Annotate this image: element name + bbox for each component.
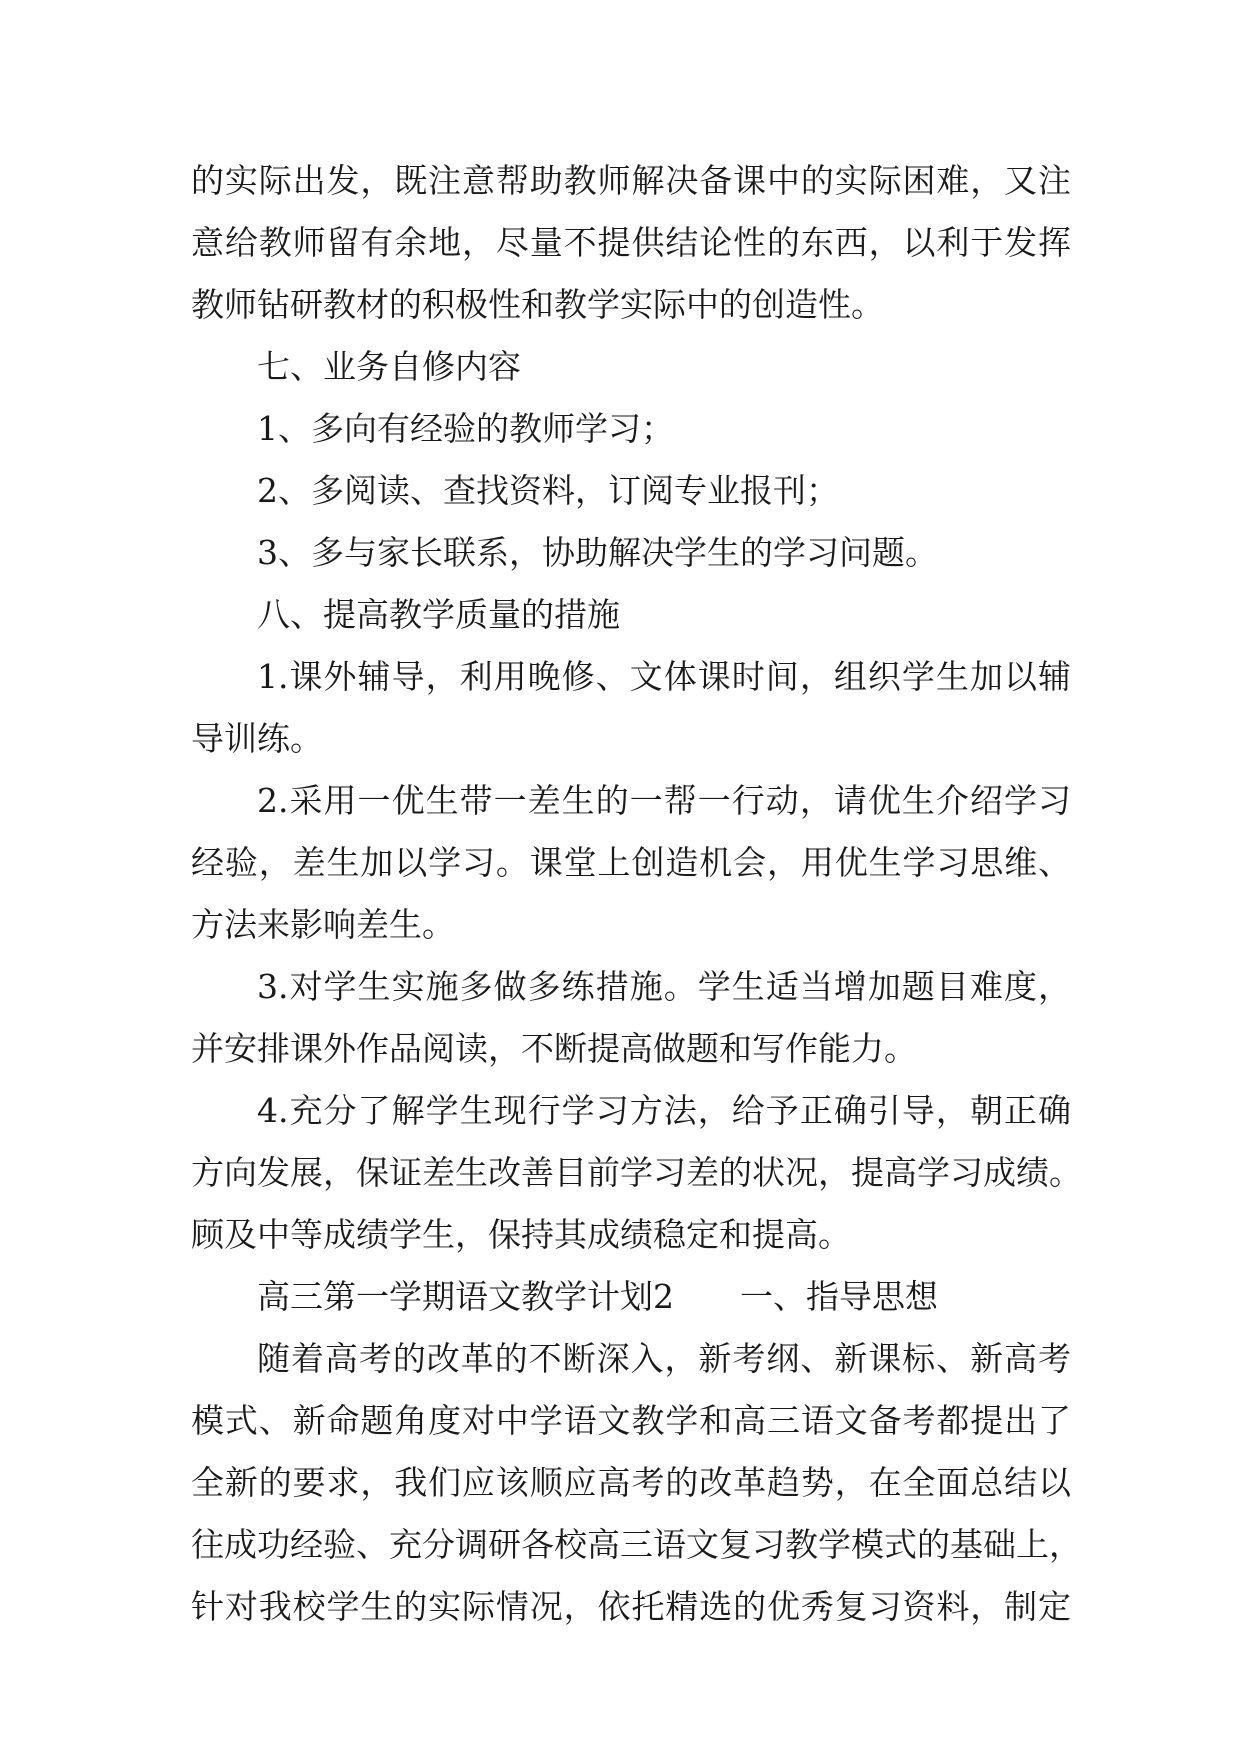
list-item: 3.对学生实施多做多练措施。学生适当增加题目难度，	[257, 967, 1071, 1006]
list-item: 4.充分了解学生现行学习方法，给予正确引导，朝正确	[257, 1091, 1071, 1130]
section-heading: 八、提高教学质量的措施	[257, 595, 620, 634]
text-line: 的实际出发，既注意帮助教师解决备课中的实际困难，又注	[191, 161, 1071, 200]
section-heading: 七、业务自修内容	[257, 347, 521, 386]
text-line: 导训练。	[191, 719, 323, 758]
text-line: 经验，差生加以学习。课堂上创造机会，用优生学习思维、	[191, 843, 1071, 882]
text-line: 顾及中等成绩学生，保持其成绩稳定和提高。	[191, 1215, 851, 1254]
list-item: 2、多阅读、查找资料，订阅专业报刊；	[257, 471, 839, 510]
text-line: 方法来影响差生。	[191, 905, 455, 944]
text-line: 方向发展，保证差生改善目前学习差的状况，提高学习成绩。	[191, 1153, 1082, 1192]
paragraph-line: 随着高考的改革的不断深入，新考纲、新课标、新高考	[257, 1339, 1071, 1378]
list-item: 1、多向有经验的教师学习；	[257, 409, 674, 448]
paragraph-line: 针对我校学生的实际情况，依托精选的优秀复习资料，制定	[191, 1587, 1071, 1626]
text-line: 意给教师留有余地，尽量不提供结论性的东西，以利于发挥	[191, 223, 1071, 262]
list-item: 1.课外辅导，利用晚修、文体课时间，组织学生加以辅	[257, 657, 1071, 696]
list-item: 2.采用一优生带一差生的一帮一行动，请优生介绍学习	[257, 781, 1071, 820]
text-line: 并安排课外作品阅读，不断提高做题和写作能力。	[191, 1029, 917, 1068]
paragraph-line: 往成功经验、充分调研各校高三语文复习教学模式的基础上，	[191, 1525, 1082, 1564]
paragraph-line: 模式、新命题角度对中学语文教学和高三语文备考都提出了	[191, 1401, 1071, 1440]
list-item: 3、多与家长联系，协助解决学生的学习问题。	[257, 533, 938, 572]
paragraph-line: 全新的要求，我们应该顺应高考的改革趋势，在全面总结以	[191, 1463, 1071, 1502]
section-heading: 高三第一学期语文教学计划2 一、指导思想	[257, 1277, 938, 1316]
text-line: 教师钻研教材的积极性和教学实际中的创造性。	[191, 285, 884, 324]
document-body	[191, 150, 1082, 1638]
